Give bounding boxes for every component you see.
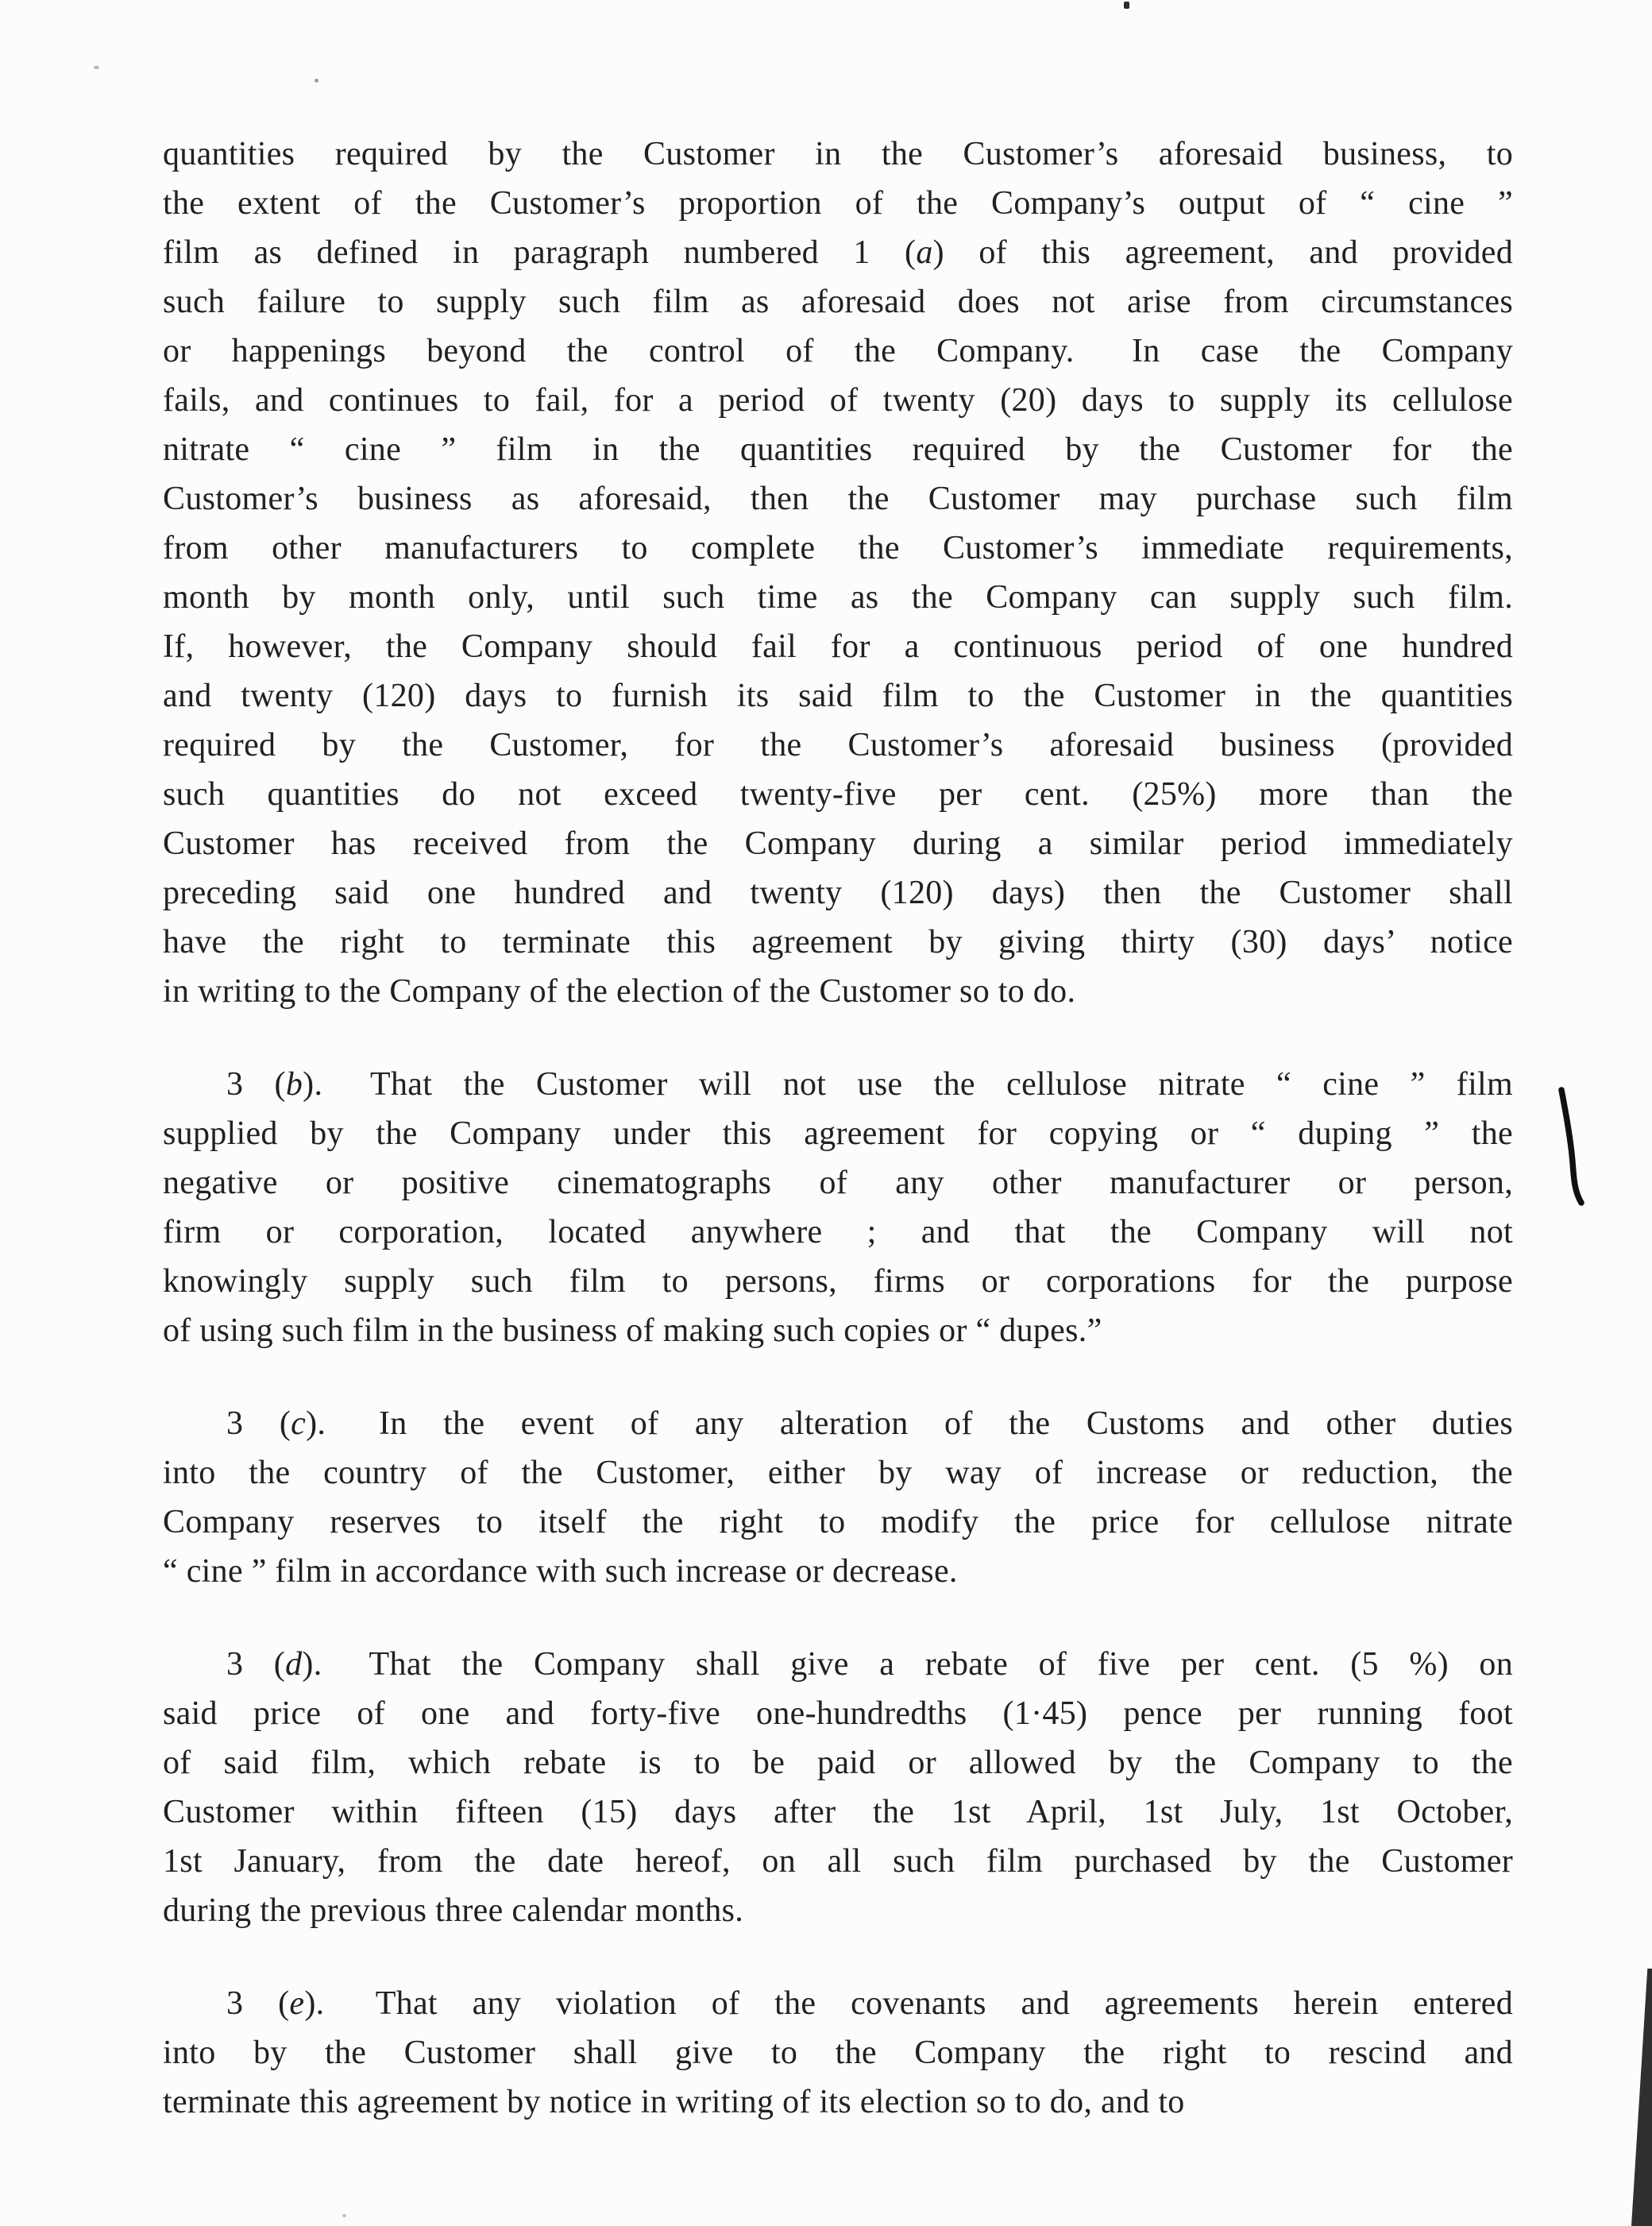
- ink-speck: [342, 2214, 346, 2217]
- text-line: quantities required by the Customer in the Customer’s aforesaid business, to: [163, 136, 1513, 172]
- text-line: such failure to supply such film as aforesaid does not arise from circumstances: [163, 284, 1513, 320]
- text-line: from other manufacturers to complete the Customer’s immediate requirements,: [163, 530, 1513, 566]
- paragraph: [163, 1060, 1513, 1355]
- text-line: Customer has received from the Company during a similar period immediately: [163, 825, 1513, 862]
- text-line: into by the Customer shall give to the Company the right to rescind and: [163, 2035, 1513, 2071]
- text-line: knowingly supply such film to persons, firms or corporations for the purpose: [163, 1263, 1513, 1300]
- text-line: required by the Customer, for the Customer’s aforesaid business (provided: [163, 727, 1513, 763]
- text-line: “ cine ” film in accordance with such increase or decrease.: [163, 1553, 958, 1590]
- text-line: month by month only, until such time as the Company can supply such film.: [163, 579, 1513, 616]
- paragraph: [163, 1640, 1513, 1935]
- text-line: during the previous three calendar months.: [163, 1892, 744, 1929]
- text-line: 3 (b). That the Customer will not use the cellulose nitrate “ cine ” film: [226, 1066, 1513, 1103]
- text-line: or happenings beyond the control of the Company. In case the Company: [163, 333, 1513, 369]
- paragraph: [163, 129, 1513, 1016]
- text-line: 3 (d). That the Company shall give a rebate of five per cent. (5 %) on: [226, 1646, 1514, 1683]
- text-line: firm or corporation, located anywhere ; and that the Company will not: [163, 1214, 1513, 1250]
- text-line: have the right to terminate this agreement by giving thirty (30) days’ notice: [163, 924, 1513, 960]
- text-line: of said film, which rebate is to be paid or allowed by the Company to the: [163, 1745, 1513, 1781]
- text-line: 3 (e). That any violation of the covenants and agreements herein entered: [226, 1985, 1513, 2022]
- text-line: film as defined in paragraph numbered 1 (a) of this agreement, and provided: [163, 234, 1513, 271]
- ink-speck: [1124, 2, 1129, 9]
- text-line: Customer’s business as aforesaid, then the Customer may purchase such film: [163, 481, 1513, 517]
- text-line: and twenty (120) days to furnish its said film to the Customer in the quantities: [163, 678, 1513, 714]
- text-line: Customer within fifteen (15) days after the 1st April, 1st July, 1st October,: [163, 1794, 1513, 1830]
- text-line: terminate this agreement by notice in writing of its election so to do, and to: [163, 2084, 1185, 2120]
- text-line: said price of one and forty-five one-hundredths (1·45) pence per running foot: [163, 1695, 1513, 1732]
- text-line: fails, and continues to fail, for a period of twenty (20) days to supply its cellulose: [163, 382, 1513, 419]
- text-line: into the country of the Customer, either by way of increase or reduction, the: [163, 1455, 1513, 1491]
- pen-margin-mark: [1553, 1084, 1591, 1212]
- text-line: such quantities do not exceed twenty-five per cent. (25%) more than the: [163, 776, 1513, 813]
- paragraph: [163, 1399, 1513, 1596]
- text-line: the extent of the Customer’s proportion of the Company’s output of “ cine ”: [163, 185, 1513, 222]
- text-line: supplied by the Company under this agreement for copying or “ duping ” the: [163, 1115, 1513, 1152]
- ink-speck: [315, 79, 318, 83]
- scanner-edge-shadow: [1631, 1969, 1652, 2226]
- text-line: negative or positive cinematographs of any other manufacturer or person,: [163, 1165, 1513, 1201]
- ink-speck: [94, 66, 99, 69]
- text-line: 1st January, from the date hereof, on all such film purchased by the Customer: [163, 1843, 1513, 1880]
- document-body: [163, 129, 1513, 2127]
- text-line: If, however, the Company should fail for a continuous period of one hundred: [163, 628, 1513, 665]
- text-line: nitrate “ cine ” film in the quantities required by the Customer for the: [163, 431, 1513, 468]
- text-line: preceding said one hundred and twenty (120) days) then the Customer shall: [163, 875, 1513, 911]
- text-line: in writing to the Company of the election of the Customer so to do.: [163, 973, 1076, 1010]
- paragraph: [163, 1979, 1513, 2127]
- text-line: 3 (c). In the event of any alteration of the Customs and other duties: [226, 1405, 1513, 1442]
- text-line: Company reserves to itself the right to modify the price for cellulose nitrate: [163, 1504, 1513, 1540]
- text-line: of using such film in the business of making such copies or “ dupes.”: [163, 1312, 1102, 1349]
